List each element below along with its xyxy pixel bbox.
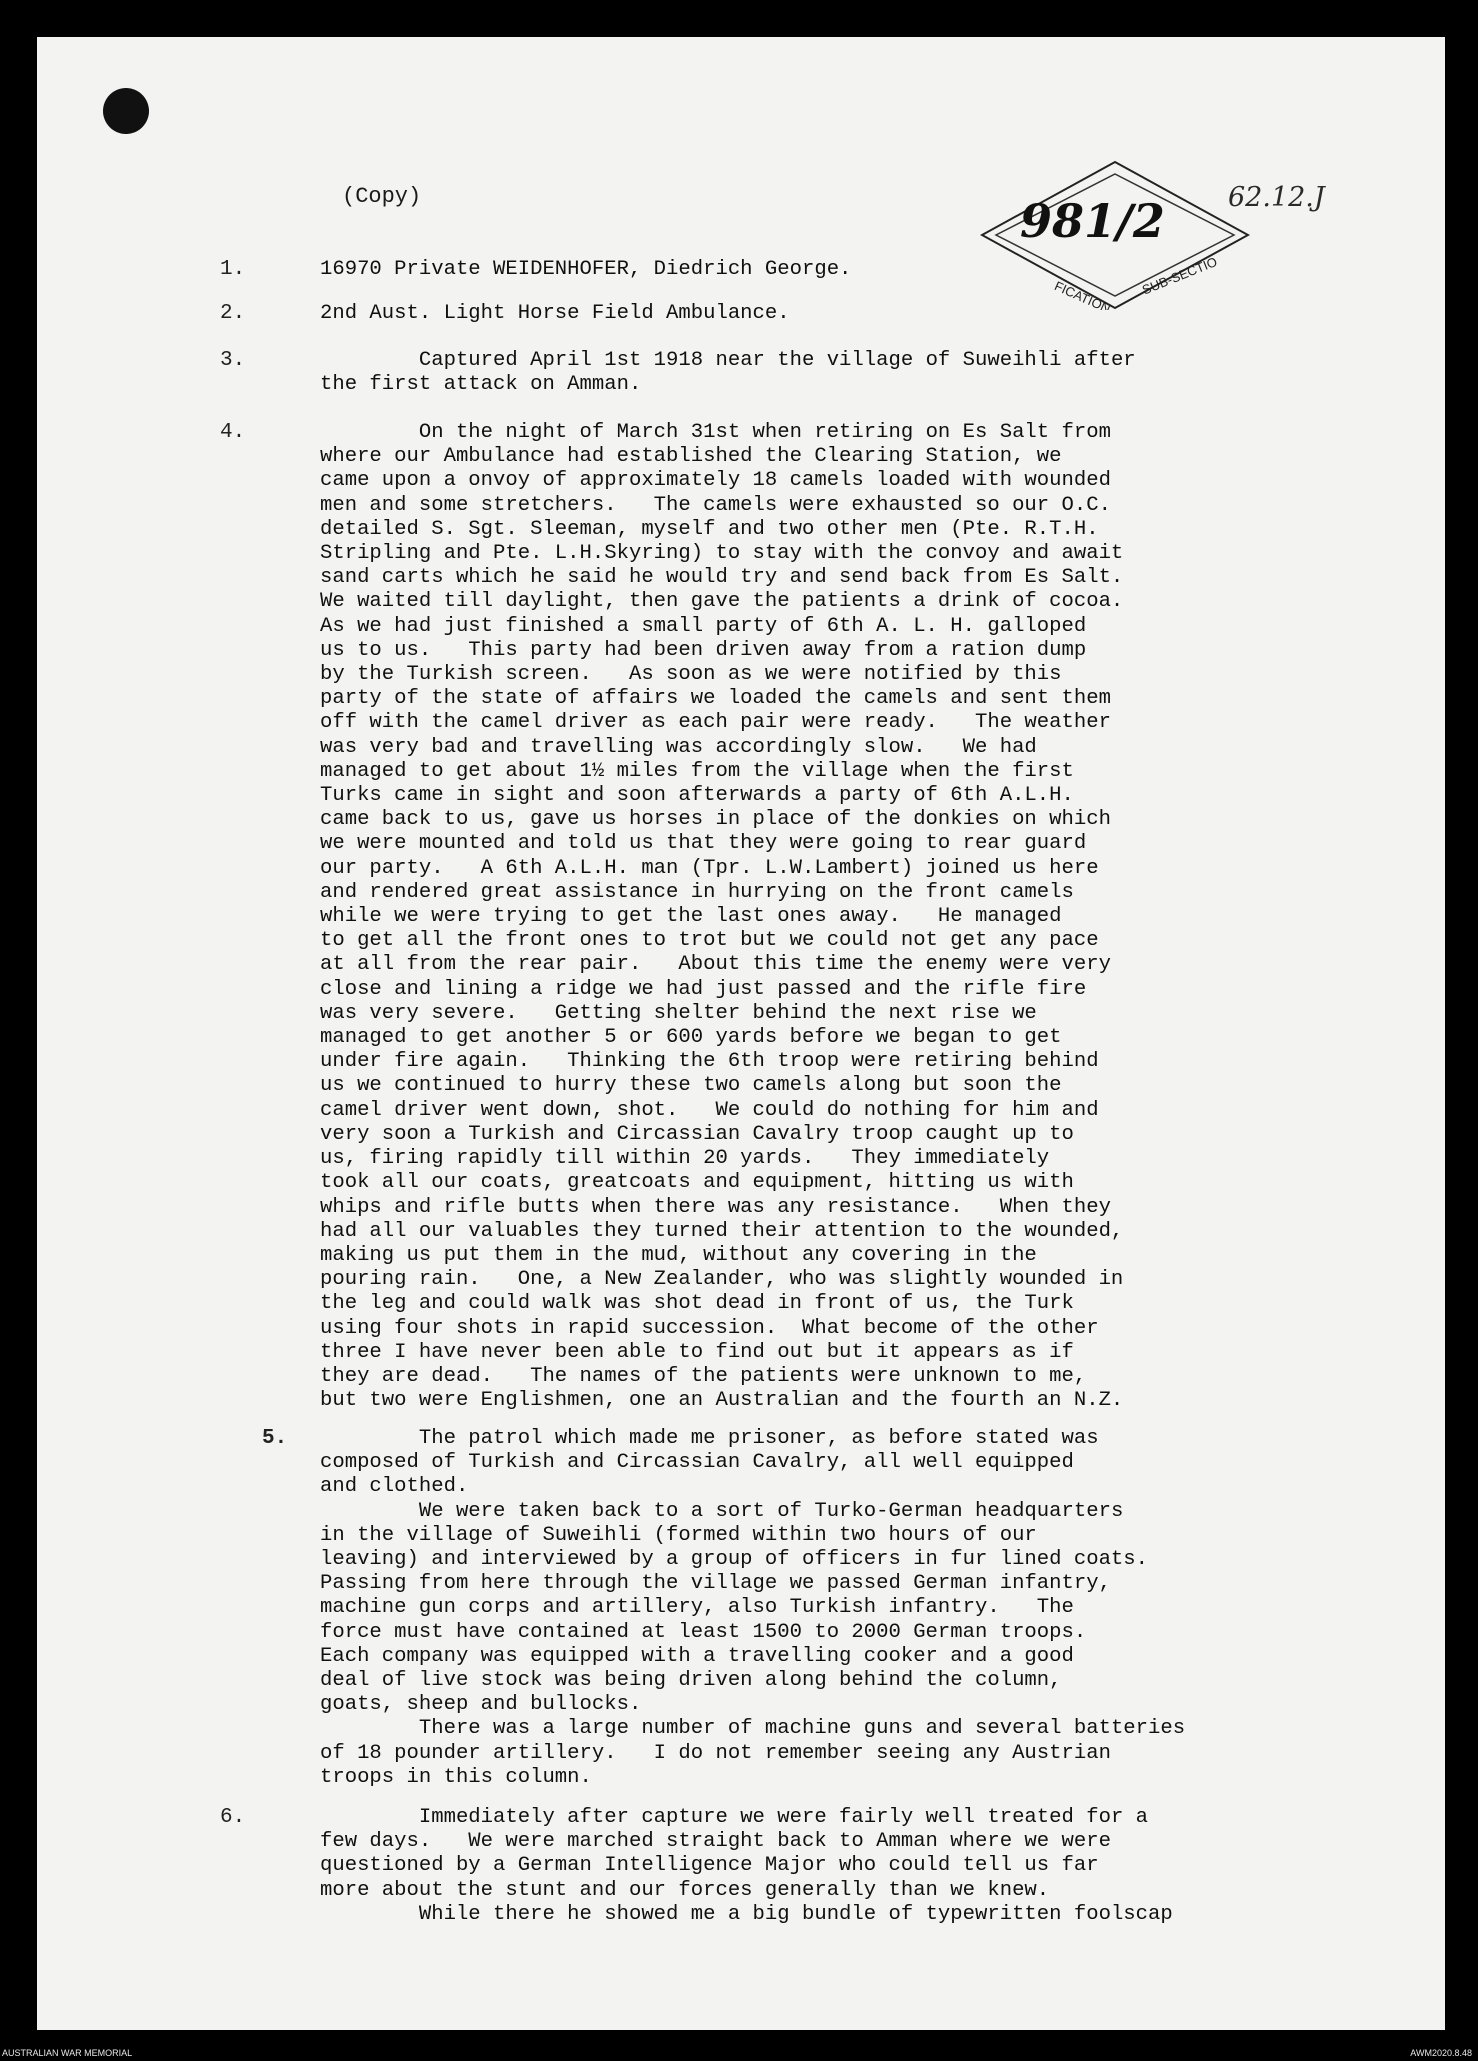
paragraph-number: 1. — [220, 258, 246, 281]
handwritten-reference: 62.12.J — [1228, 182, 1325, 213]
copy-label: (Copy) — [342, 184, 422, 209]
paragraph-number: 4. — [220, 421, 246, 444]
paragraph-text: On the night of March 31st when retiring on Es Salt from where our Ambulance had established the Clearing Station, we came upon a onvoy of approximately 18 camels loaded with wounded men and some stretchers. The camels were exhausted so our O.C. detailed S. Sgt. Sleeman, myself and two other men (Pte. R.T.H. Stripling and Pte. L.H.Skyring) to stay with the convoy and await sand carts which he said he would try and send back from Es Salt. We waited till daylight, then gave the patients a drink of cocoa. As we had just finished a small party of 6th A. L. H. galloped us to us. This party had been driven away from a ration dump by the Turkish screen. As soon as we were notified by this party of the state of affairs we loaded the camels and sent them off with the camel driver as each pair were ready. The weather was very bad and travelling was accordingly slow. We had managed to get about 1½ miles from the village when the first Turks came in sight and soon afterwards a party of 6th A.L.H. came back to us, gave us horses in place of the donkies on which we were mounted and told us that they were going to rear guard our party. A 6th A.L.H. man (Tpr. L.W.Lambert) joined us here and rendered great assistance in hurrying on the front camels while we were trying to get the last ones away. He managed to get all the front ones to trot but we could not get any pace at all from the rear pair. About this time the enemy were very close and lining a ridge we had just passed and the rifle fire was very severe. Getting shelter behind the next rise we managed to get another 5 or 600 yards before we began to get under fire again. Thinking the 6th troop were retiring behind us we continued to hurry these two camels along but soon the camel driver went down, shot. We could do nothing for him and very soon a Turkish and Circassian Cavalry troop caught up to us, firing rapidly till within 20 yards. They immediately took all our coats, greatcoats and equipment, hitting us with whips and rifle butts when there was any resistance. When they had all our valuables they turned their attention to the wounded, making us put them in the mud, without any covering in the pouring rain. One, a New Zealander, who was slightly wounded in the leg and could walk was shot dead in front of us, the Turk using four shots in rapid succession. What become of the other three I have never been able to find out but it appears as if they are dead. The names of the patients were unknown to me, but two were Englishmen, one an Australian and the fourth an N.Z. — [320, 421, 1124, 1413]
paragraph-text: Immediately after capture we were fairly well treated for a few days. We were marched straight back to Amman where we were questioned by a German Intelligence Major who could tell us far more about the stunt and our forces generally than we knew. While there he showed me a big bundle of typewritten foolscap — [320, 1806, 1173, 1926]
paragraph-text: 2nd Aust. Light Horse Field Ambulance. — [320, 302, 790, 325]
footer-institution: AUSTRALIAN WAR MEMORIAL — [2, 2048, 133, 2058]
paragraph-number: 5. — [262, 1427, 288, 1450]
registry-stamp — [980, 160, 1250, 310]
paragraph-number: 3. — [220, 349, 246, 372]
paragraph-text: Captured April 1st 1918 near the village of Suweihli after the first attack on Amman. — [320, 349, 1136, 397]
punch-hole — [103, 88, 149, 134]
stamp-number: 981/2 — [1020, 194, 1165, 248]
paragraph-text: 16970 Private WEIDENHOFER, Diedrich George. — [320, 258, 852, 281]
stamp-text-left: FICATION — [1052, 278, 1113, 310]
footer-accession: AWM2020.8.48 — [1410, 2048, 1472, 2058]
paragraph-text: The patrol which made me prisoner, as before stated was composed of Turkish and Circassian Cavalry, all well equipped and clothed. We were taken back to a sort of Turko-German headquarters in the village of Suweihli (formed within two hours of our leaving) and interviewed by a group of officers in fur lined coats. Passing from here through the village we passed German infantry, machine gun corps and artillery, also Turkish infantry. The force must have contained at least 1500 to 2000 German troops. Each company was equipped with a travelling cooker and a good deal of live stock was being driven along behind the column, goats, sheep and bullocks. There was a large number of machine guns and several batteries of 18 pounder artillery. I do not remember seeing any Austrian troops in this column. — [320, 1427, 1186, 1789]
stamp-text-right: SUB-SECTIO — [1139, 253, 1220, 298]
paragraph-number: 2. — [220, 302, 246, 325]
paragraph-number: 6. — [220, 1806, 246, 1829]
